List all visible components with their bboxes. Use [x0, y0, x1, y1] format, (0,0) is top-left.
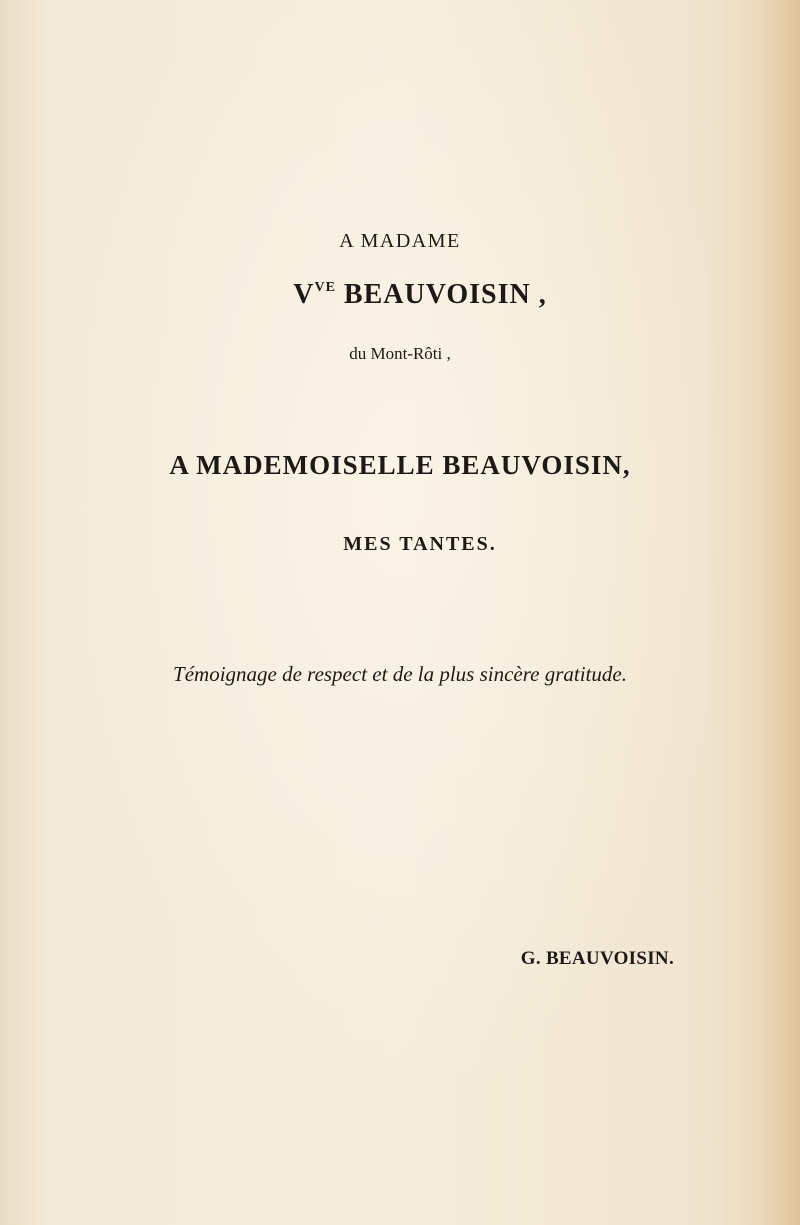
dedication-line-mont-roti: du Mont-Rôti ,	[349, 344, 451, 363]
author-signature: G. BEAUVOISIN.	[520, 948, 674, 969]
dedication-line-a-madame: A MADAME	[339, 230, 461, 252]
dedication-line-mademoiselle: A MADEMOISELLE BEAUVOISIN,	[169, 450, 631, 480]
dedication-line-mes-tantes: MES TANTES.	[343, 533, 497, 555]
dedication-line-temoignage: Témoignage de respect et de la plus sincère gratitude.	[173, 662, 627, 686]
dedication-line-vve-beauvoisin	[20, 279, 800, 311]
vve-superscript: VE	[314, 279, 336, 295]
vve-initial: V	[293, 279, 315, 310]
page-edge-shadow	[760, 0, 800, 1225]
vve-surname: BEAUVOISIN ,	[335, 279, 547, 310]
